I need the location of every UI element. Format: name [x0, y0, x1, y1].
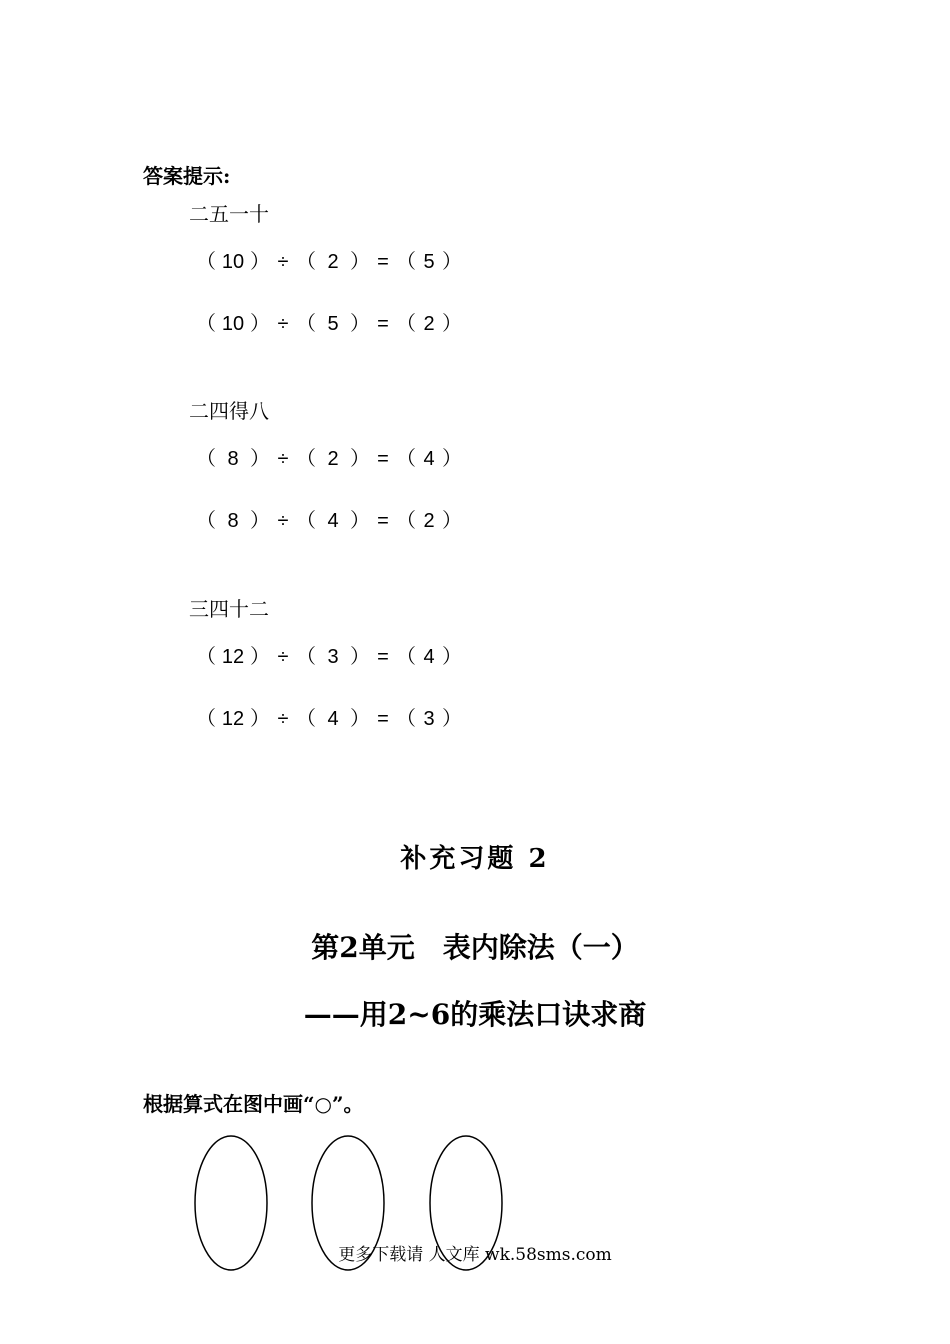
dividend: 12	[221, 646, 245, 668]
unit-subtitle: ——用2~6的乘法口诀求商	[303, 998, 647, 1031]
dividend: 12	[221, 708, 245, 730]
divisor: 3	[327, 646, 339, 668]
answer-hint-label: 答案提示:	[143, 164, 231, 188]
quotient: 3	[423, 708, 435, 730]
group-title-1: 二五一十	[189, 202, 269, 226]
dividend: 10	[221, 251, 245, 273]
divisor: 4	[327, 708, 339, 730]
equation-2-2: （ 8 ） ÷ （ 4 ） = （ 2 ）	[196, 510, 462, 532]
divisor: 4	[327, 510, 339, 532]
equation-3-1: （ 12 ） ÷ （ 3 ） = （ 4 ）	[196, 646, 462, 668]
dividend: 8	[227, 510, 239, 532]
instruction-text: 根据算式在图中画“○”。	[143, 1092, 364, 1116]
quotient: 4	[423, 646, 435, 668]
quotient: 4	[423, 448, 435, 470]
divisor: 2	[327, 448, 339, 470]
unit-title: 第2单元 表内除法（一）	[311, 931, 639, 964]
dividend: 8	[227, 448, 239, 470]
divisor: 2	[327, 251, 339, 273]
quotient: 5	[423, 251, 435, 273]
footer-watermark: 更多下载请 人文库 wk.58sms.com	[338, 1245, 612, 1265]
quotient: 2	[423, 510, 435, 532]
divisor: 5	[327, 313, 339, 335]
quotient: 2	[423, 313, 435, 335]
equation-1-2: （ 10 ） ÷ （ 5 ） = （ 2 ）	[196, 313, 462, 335]
equation-2-1: （ 8 ） ÷ （ 2 ） = （ 4 ）	[196, 448, 462, 470]
dividend: 10	[221, 313, 245, 335]
equation-1-1: （ 10 ） ÷ （ 2 ） = （ 5 ）	[196, 251, 462, 273]
group-title-2: 二四得八	[189, 399, 269, 423]
equation-3-2: （ 12 ） ÷ （ 4 ） = （ 3 ）	[196, 708, 462, 730]
group-title-3: 三四十二	[189, 597, 269, 621]
exercise-title: 补充习题 2	[400, 844, 550, 874]
